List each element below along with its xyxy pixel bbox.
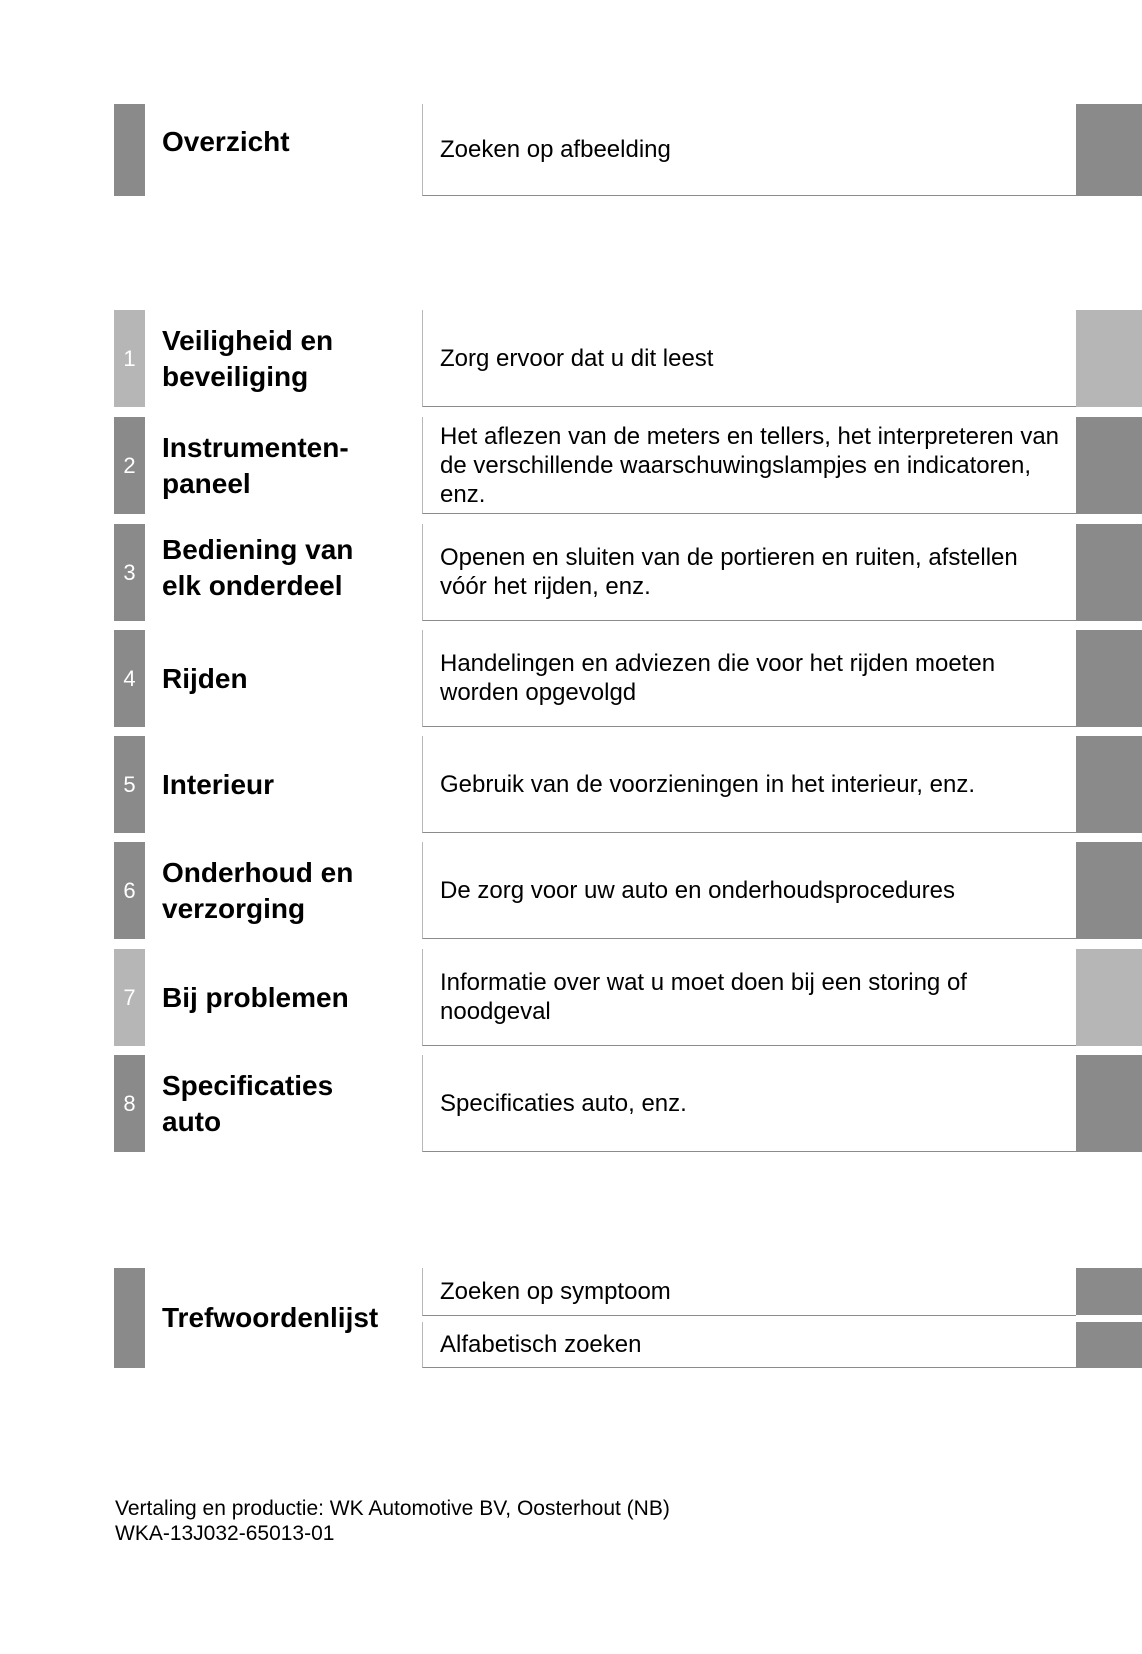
chapter-title [162, 736, 412, 833]
index-item-alphabetical[interactable]: Alfabetisch zoeken [422, 1322, 1076, 1368]
chapter-title-line: Onderhoud en [162, 856, 354, 888]
chapter-side-tab[interactable] [1076, 736, 1142, 833]
overview-description[interactable]: Zoeken op afbeelding [422, 104, 1076, 196]
chapter-number-tab: 8 [114, 1055, 145, 1152]
chapter-number-tab: 5 [114, 736, 145, 833]
index-title [162, 1268, 412, 1368]
chapter-title-line: Rijden [162, 662, 248, 694]
chapter-row[interactable] [0, 630, 1142, 727]
chapter-title [162, 1055, 412, 1152]
chapter-title-line: Bij problemen [162, 981, 349, 1013]
chapter-row[interactable] [0, 842, 1142, 939]
index-item-symptom[interactable]: Zoeken op symptoom [422, 1268, 1076, 1316]
chapter-number-tab: 6 [114, 842, 145, 939]
chapter-row[interactable] [0, 1055, 1142, 1152]
chapter-title-line: paneel [162, 467, 251, 499]
overview-side-tab[interactable] [1076, 104, 1142, 196]
chapter-title-line: Instrumenten- [162, 431, 349, 463]
index-title-text: Trefwoordenlijst [162, 1302, 379, 1333]
chapter-number-tab: 3 [114, 524, 145, 621]
chapter-number-tab: 2 [114, 417, 145, 514]
index-side-tab-symptom[interactable] [1076, 1268, 1142, 1315]
chapter-title [162, 310, 412, 407]
chapter-title-line: Specificaties [162, 1069, 334, 1101]
chapter-title-line: Interieur [162, 768, 275, 800]
chapter-side-tab[interactable] [1076, 842, 1142, 939]
chapter-side-tab[interactable] [1076, 417, 1142, 514]
footer [115, 1496, 670, 1546]
chapter-description[interactable]: Het aflezen van de meters en tellers, het interpreteren van de verschillende waarschuwingslampjes en indicatoren, enz. [422, 417, 1076, 514]
chapter-side-tab[interactable] [1076, 949, 1142, 1046]
chapter-number-tab: 7 [114, 949, 145, 1046]
chapter-number-tab: 4 [114, 630, 145, 727]
chapter-title-line: Veiligheid en [162, 324, 334, 356]
chapter-description[interactable]: Gebruik van de voorzieningen in het interieur, enz. [422, 736, 1076, 833]
index-side-tab-alphabetical[interactable] [1076, 1322, 1142, 1368]
chapter-title [162, 842, 412, 939]
chapter-description[interactable]: Informatie over wat u moet doen bij een storing of noodgeval [422, 949, 1076, 1046]
chapter-description[interactable]: Specificaties auto, enz. [422, 1055, 1076, 1152]
chapter-row[interactable] [0, 524, 1142, 621]
chapter-row[interactable] [0, 736, 1142, 833]
chapter-side-tab[interactable] [1076, 630, 1142, 727]
chapter-row[interactable] [0, 310, 1142, 407]
chapter-row[interactable] [0, 949, 1142, 1046]
index-number-tab [114, 1268, 145, 1368]
chapter-title-line: verzorging [162, 892, 306, 924]
overview-row[interactable] [0, 104, 1142, 196]
chapter-title [162, 524, 412, 621]
overview-number-tab [114, 104, 145, 196]
chapter-title-line: Bediening van [162, 534, 354, 565]
chapter-row[interactable] [0, 417, 1142, 514]
chapter-description[interactable]: Openen en sluiten van de portieren en ruiten, afstellen vóór het rijden, enz. [422, 524, 1076, 621]
overview-title-text: Overzicht [162, 126, 290, 157]
chapter-side-tab[interactable] [1076, 524, 1142, 621]
chapter-title-line: beveiliging [162, 360, 309, 392]
chapter-description[interactable]: Zorg ervoor dat u dit leest [422, 310, 1076, 407]
chapter-title-line: auto [162, 1105, 222, 1137]
chapter-title [162, 949, 412, 1046]
chapter-description[interactable]: De zorg voor uw auto en onderhoudsprocedures [422, 842, 1076, 939]
footer-credits: Vertaling en productie: WK Automotive BV, Oosterhout (NB) [115, 1497, 670, 1520]
footer-document-code: WKA-13J032-65013-01 [115, 1522, 335, 1545]
chapter-number-tab: 1 [114, 310, 145, 407]
chapter-title-line: elk onderdeel [162, 570, 343, 601]
chapter-side-tab[interactable] [1076, 310, 1142, 407]
chapter-description[interactable]: Handelingen en adviezen die voor het rijden moeten worden opgevolgd [422, 630, 1076, 727]
overview-title [162, 104, 412, 196]
chapter-title [162, 417, 412, 514]
chapter-side-tab[interactable] [1076, 1055, 1142, 1152]
chapter-title [162, 630, 412, 727]
